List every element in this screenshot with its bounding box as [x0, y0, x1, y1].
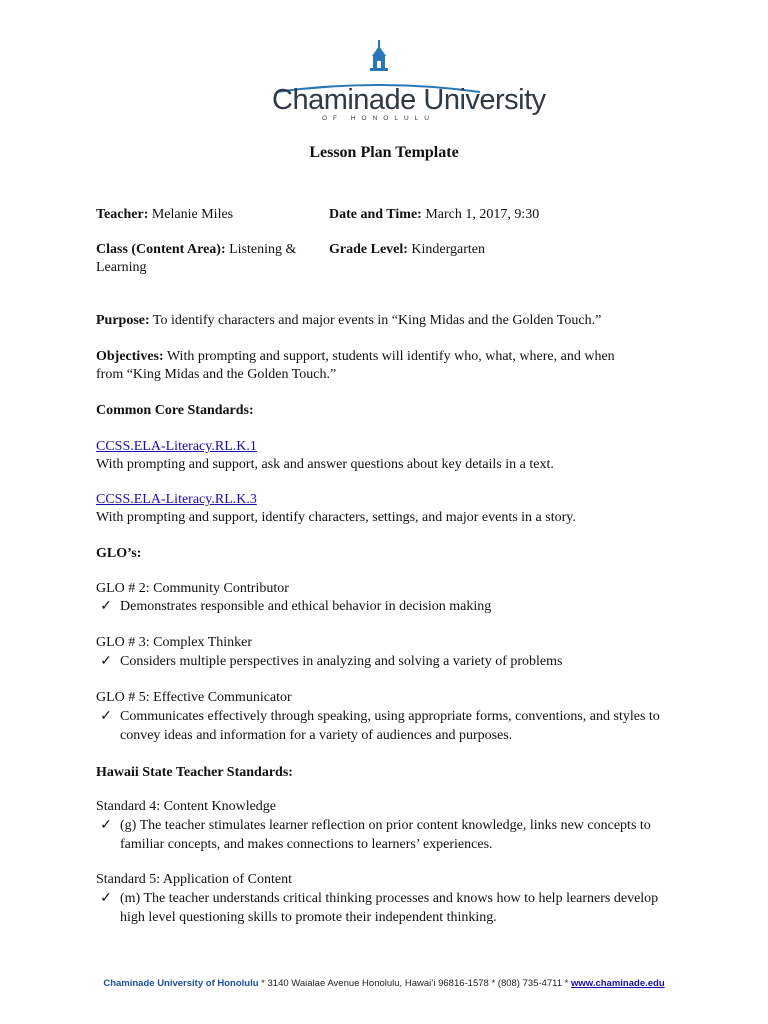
page-title: Lesson Plan Template — [309, 144, 459, 161]
glo-point: ✓ Communicates effectively through speaking, using appropriate forms, conventions, and styles to convey ideas and information for a variety of audiences and purposes. — [120, 707, 672, 745]
footer-website-link[interactable]: www.chaminade.edu — [571, 978, 665, 989]
standard-text-rl-k1: With prompting and support, ask and answer questions about key details in a text. — [96, 457, 554, 472]
purpose-text: To identify characters and major events in “King Midas and the Golden Touch.” — [152, 313, 602, 328]
grade-value: Kindergarten — [411, 242, 486, 257]
chapel-icon — [366, 40, 392, 76]
purpose-row — [96, 311, 601, 330]
university-name: Chaminade University — [272, 84, 546, 116]
checkmark-icon: ✓ — [100, 599, 112, 614]
glo-point: ✓ Considers multiple perspectives in analyzing and solving a variety of problems — [120, 652, 680, 671]
glos-heading: GLO’s: — [96, 546, 142, 561]
class-value-line2: Learning — [96, 260, 147, 275]
checkmark-icon: ✓ — [100, 818, 112, 833]
page-footer — [0, 978, 768, 989]
datetime-value: March 1, 2017, 9:30 — [425, 207, 540, 222]
teacher-row — [96, 205, 233, 224]
glo-title: GLO # 2: Community Contributor — [96, 581, 289, 596]
datetime-row — [329, 205, 539, 224]
objectives-line2: from “King Midas and the Golden Touch.” — [96, 367, 337, 382]
university-subtitle: OF HONOLULU — [322, 115, 435, 122]
hawaii-standard-title: Standard 5: Application of Content — [96, 872, 292, 887]
hawaii-standard-title: Standard 4: Content Knowledge — [96, 799, 277, 814]
teacher-label: Teacher: — [96, 207, 149, 222]
grade-row — [329, 240, 485, 259]
class-label: Class (Content Area): — [96, 242, 226, 257]
footer-org: Chaminade University of Honolulu — [103, 978, 259, 989]
grade-label: Grade Level: — [329, 242, 408, 257]
glo-point: ✓ Demonstrates responsible and ethical behavior in decision making — [120, 597, 680, 616]
hawaii-heading: Hawaii State Teacher Standards: — [96, 765, 293, 780]
checkmark-icon: ✓ — [100, 891, 112, 906]
footer-address: * 3140 Waialae Avenue Honolulu, Hawai’i 96816-1578 * (808) 735-4711 * — [258, 978, 572, 989]
university-logo — [266, 40, 546, 124]
checkmark-icon: ✓ — [100, 709, 112, 724]
class-value-line1: Listening & — [229, 242, 297, 257]
objectives-row — [96, 347, 615, 366]
objectives-line1: With prompting and support, students will identify who, what, where, and when — [166, 349, 615, 364]
standard-text-rl-k3: With prompting and support, identify characters, settings, and major events in a story. — [96, 510, 576, 525]
hawaii-standard-point: ✓ (g) The teacher stimulates learner reflection on prior content knowledge, links new concepts to familiar concepts, and makes connections to learners’ experiences. — [120, 816, 660, 854]
datetime-label: Date and Time: — [329, 207, 422, 222]
standard-link-rl-k3[interactable]: CCSS.ELA-Literacy.RL.K.3 — [96, 492, 257, 507]
glo-title: GLO # 5: Effective Communicator — [96, 690, 292, 705]
purpose-label: Purpose: — [96, 313, 150, 328]
checkmark-icon: ✓ — [100, 654, 112, 669]
common-core-heading: Common Core Standards: — [96, 403, 254, 418]
hawaii-standard-point: ✓ (m) The teacher understands critical thinking processes and knows how to help learners develop high level questioning skills to promote their independent thinking. — [120, 889, 676, 927]
objectives-label: Objectives: — [96, 349, 164, 364]
class-row — [96, 240, 296, 259]
standard-link-rl-k1[interactable]: CCSS.ELA-Literacy.RL.K.1 — [96, 439, 257, 454]
glo-title: GLO # 3: Complex Thinker — [96, 635, 253, 650]
teacher-value: Melanie Miles — [151, 207, 234, 222]
